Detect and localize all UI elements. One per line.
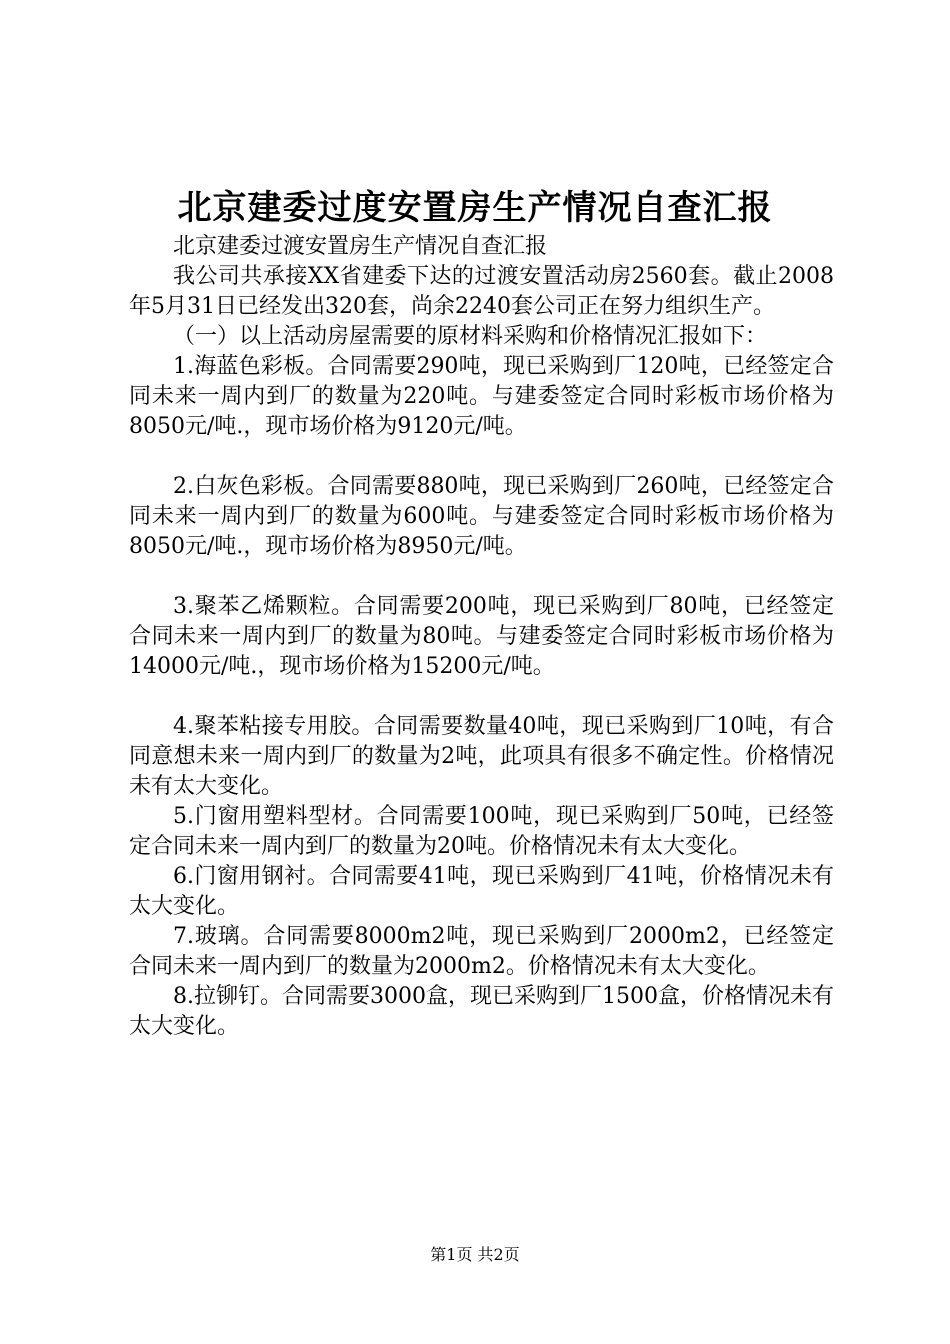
intro-paragraph: 我公司共承接XX省建委下达的过渡安置活动房2560套。截止2008年5月31日已经发出320套，尚余2240套公司正在努力组织生产。	[129, 264, 834, 319]
document-body	[129, 232, 834, 1042]
item-paragraph-6: 6.门窗用钢衬。合同需要41吨，现已采购到厂41吨，价格情况未有太大变化。	[129, 864, 834, 919]
subtitle-paragraph: 北京建委过渡安置房生产情况自查汇报	[173, 234, 548, 259]
item-paragraph-4: 4.聚苯粘接专用胶。合同需要数量40吨，现已采购到厂10吨，有合同意想未来一周内到厂的数量为2吨，此项具有很多不确定性。价格情况未有太大变化。	[129, 714, 834, 799]
item-paragraph-3: 3.聚苯乙烯颗粒。合同需要200吨，现已采购到厂80吨，已经签定合同未来一周内到厂的数量为80吨。与建委签定合同时彩板市场价格为14000元/吨.，现市场价格为15200元/吨。	[129, 594, 834, 679]
item-paragraph-7: 7.玻璃。合同需要8000m2吨，现已采购到厂2000m2，已经签定合同未来一周内到厂的数量为2000m2。价格情况未有太大变化。	[129, 924, 834, 979]
section-heading-paragraph: （一）以上活动房屋需要的原材料采购和价格情况汇报如下：	[173, 324, 768, 349]
document-title: 北京建委过度安置房生产情况自查汇报	[177, 188, 773, 228]
item-paragraph-1: 1.海蓝色彩板。合同需要290吨，现已采购到厂120吨，已经签定合同未来一周内到厂的数量为220吨。与建委签定合同时彩板市场价格为8050元/吨.，现市场价格为9120元/吨。	[129, 354, 834, 439]
item-paragraph-5: 5.门窗用塑料型材。合同需要100吨，现已采购到厂50吨，已经签定合同未来一周内到厂的数量为20吨。价格情况未有太大变化。	[129, 804, 834, 859]
item-paragraph-8: 8.拉铆钉。合同需要3000盒，现已采购到厂1500盒，价格情况未有太大变化。	[129, 984, 834, 1039]
page-number-footer: 第1页 共2页	[430, 1245, 520, 1264]
item-paragraph-2: 2.白灰色彩板。合同需要880吨，现已采购到厂260吨，已经签定合同未来一周内到厂的数量为600吨。与建委签定合同时彩板市场价格为8050元/吨.，现市场价格为8950元/吨。	[129, 474, 834, 559]
